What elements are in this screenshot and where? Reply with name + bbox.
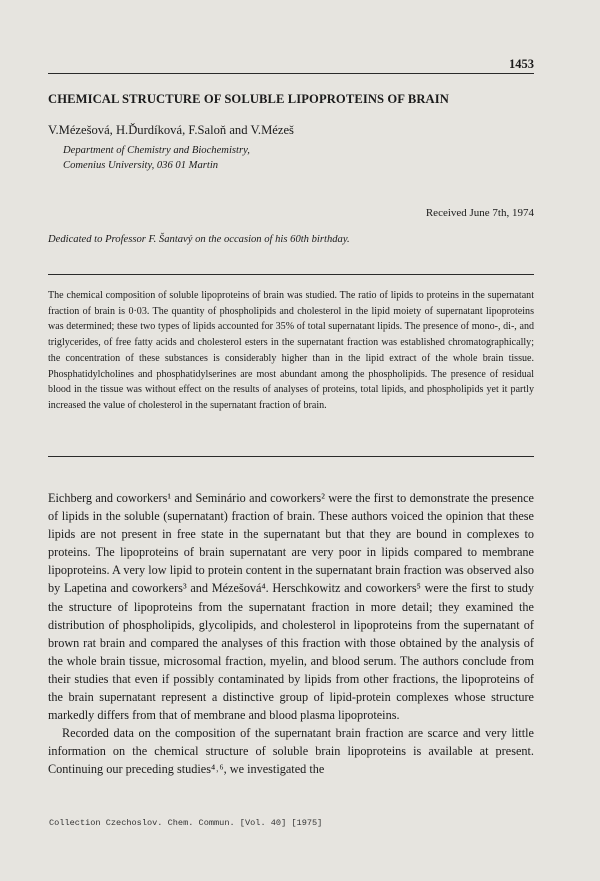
abstract-bottom-rule — [48, 456, 534, 457]
affiliation — [63, 143, 250, 173]
page-number: 1453 — [509, 57, 534, 71]
affiliation-line: Comenius University, 036 01 Martin — [63, 160, 219, 171]
affiliation-line: Department of Chemistry and Biochemistry, — [63, 145, 250, 156]
dedication: Dedicated to Professor F. Šantavý on the occasion of his 60th birthday. — [48, 234, 350, 245]
body-paragraph: Recorded data on the composition of the supernatant brain fraction are scarce and very little information on the chemical structure of soluble brain lipoproteins is available at present. Continuing our preceding studies⁴˒⁶, we investigated the — [48, 726, 534, 777]
abstract-top-rule — [48, 274, 534, 275]
abstract-text: The chemical composition of soluble lipoproteins of brain was studied. The ratio of lipids to proteins in the supernatant fraction of brain is 0·03. The quantity of phospholipids and cholesterol in the lipid moiety of supernatant lipoproteins was determined; these two types of lipids accounted for 35% of total supernatant lipids. The presence of mono-, di-, and triglycerides, of free fatty acids and cholesterol esters in the supernatant fraction was established chromatographically; the concentration of these substances is considerably higher than in the lipid extract of the whole brain tissue. Phosphatidylcholines and phosphatidylserines are most abundant among the phospholipids. The presence of residual blood in the tissue was without effect on the results of analyses of proteins, total lipids, and phospholipids yet it partly increased the value of cholesterol in the supernatant fraction of brain. — [48, 290, 534, 411]
body-paragraph: Eichberg and coworkers¹ and Seminário and coworkers² were the first to demonstrate the presence of lipids in the soluble (supernatant) fraction of brain. These authors voiced the opinion that these lipids are not present in free state in the supernatant but that they are bound in complexes to proteins. The lipoproteins of brain supernatant are very poor in lipids compared to membrane lipoproteins. A very low lipid to protein content in the supernatant brain fraction was observed also by Lapetina and coworkers³ and Mézešová⁴. Herschkowitz and coworkers⁵ were the first to study the structure of lipoproteins from the supernatant fraction in more detail; they examined the distribution of phospholipids, glycolipids, and cholesterol in lipoproteins from the supernatant of brown rat brain and compared the analyses of this fraction with those obtained by the analysis of the whole brain tissue, microsomal fraction, myelin, and blood serum. The authors conclude from their studies that even if possibly contaminated by lipids from other fractions, the lipoproteins of the brain supernatant represent a distinctive group of lipid-protein complexes whose structure markedly differs from that of membrane and blood plasma lipoproteins. — [48, 491, 534, 723]
body-text — [48, 489, 534, 779]
header-rule — [48, 73, 534, 74]
footer-citation: Collection Czechoslov. Chem. Commun. [Vol. 40] [1975] — [49, 818, 323, 828]
author-list: V.Mézešová, H.Ďurdíková, F.Saloň and V.Mézeš — [48, 123, 294, 137]
received-date: Received June 7th, 1974 — [425, 207, 534, 219]
article-title: CHEMICAL STRUCTURE OF SOLUBLE LIPOPROTEINS OF BRAIN — [48, 92, 449, 106]
